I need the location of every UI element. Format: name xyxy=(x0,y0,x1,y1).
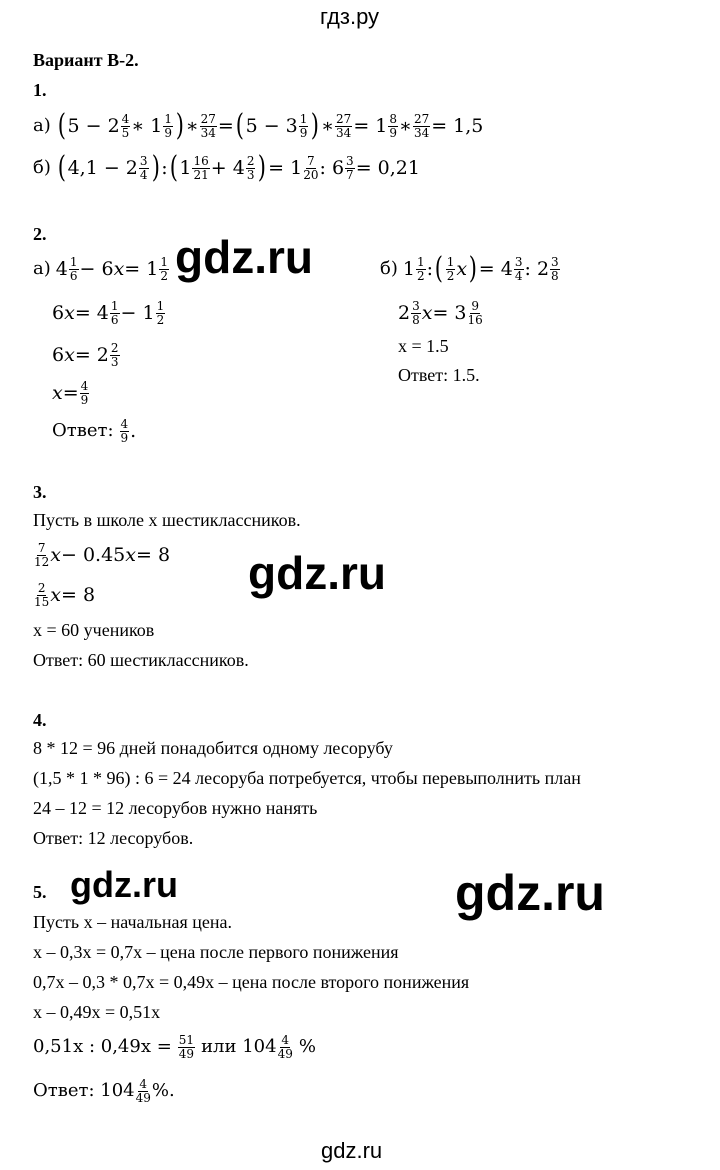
task2b-line1: б) 1 $\frac{1}{2}$ : ( $\frac{1}{2}$ x ) = 4 $\frac{3}{4}$ : 2 $\frac{3}{8}$ xyxy=(380,251,559,286)
task-number: 4. xyxy=(33,710,47,730)
site-footer: gdz.ru xyxy=(321,1138,383,1163)
text: 0,51х : 0,49х = xyxy=(33,1036,172,1057)
task3-line2: $\frac{7}{12}$ x − 0.45 x = 8 xyxy=(34,540,171,569)
task3-line5: Ответ: 60 шестиклассников. xyxy=(33,650,249,670)
label-b: б) xyxy=(33,157,51,178)
task-number: 1. xyxy=(33,80,47,100)
task2a-line4: x = $\frac{4}{9}$ xyxy=(52,378,89,407)
task-number: 3. xyxy=(33,482,47,502)
watermark: gdz.ru xyxy=(455,865,605,921)
task4-line2: (1,5 * 1 * 96) : 6 = 24 лесоруба потребуется, чтобы перевыполнить план xyxy=(33,768,581,788)
watermark: gdz.ru xyxy=(70,864,178,905)
text: % xyxy=(298,1036,316,1057)
label-a: а) xyxy=(33,115,51,136)
task5-answer: Ответ: 104 $\frac{4}{49}$ %. xyxy=(33,1076,175,1105)
text: Ответ: 104 xyxy=(33,1080,135,1101)
task5-line2: х – 0,3х = 0,7х – цена после первого понижения xyxy=(33,942,399,962)
site-header: гдз.ру xyxy=(320,4,380,29)
label-b: б) xyxy=(380,258,398,279)
task2a-line2: 6 x = 4 $\frac{1}{6}$ − 1 $\frac{1}{2}$ xyxy=(52,298,165,327)
task3-line3: $\frac{2}{15}$ x = 8 xyxy=(34,580,96,609)
task2a-answer: Ответ: $\frac{4}{9}$ . xyxy=(52,416,137,445)
text: или 104 xyxy=(201,1036,277,1057)
watermark: gdz.ru xyxy=(175,231,313,283)
task2a-line3: 6 x = 2 $\frac{2}{3}$ xyxy=(52,340,119,369)
task-number: 2. xyxy=(33,224,47,244)
task1-line-a: а) ( 5 − 2 $\frac{4}{5}$ ∗ 1 $\frac{1}{9}$ ) ∗ $\frac{27}{34}$ = ( 5 − 3 $\frac{1}{9}$ ) ∗ $\frac{27}{34}$ = 1 $\frac{8}{9}$ ∗ $\frac{27}{34}$ = 1,5 xyxy=(33,108,484,143)
text: %. xyxy=(151,1080,175,1101)
task2b-x: x = 1.5 xyxy=(398,336,449,356)
task2b-answer: Ответ: 1.5. xyxy=(398,365,480,385)
page-title: Вариант В-2. xyxy=(33,50,139,70)
task4-line3: 24 – 12 = 12 лесорубов нужно нанять xyxy=(33,798,318,818)
label-a: а) xyxy=(33,258,51,279)
task-number: 5. xyxy=(33,882,47,902)
task1-line-b: б) ( 4,1 − 2 $\frac{3}{4}$ ) : ( 1 $\frac{16}{21}$ + 4 $\frac{2}{3}$ ) = 1 $\frac{7}{20}$ : 6 $\frac{3}{7}$ = 0,21 xyxy=(33,150,420,185)
task5-line3: 0,7х – 0,3 * 0,7х = 0,49х – цена после второго понижения xyxy=(33,972,470,992)
answer-label: Ответ: xyxy=(52,420,114,441)
watermark: gdz.ru xyxy=(248,547,386,599)
task2a-line1: а) 4 $\frac{1}{6}$ − 6 x = 1 $\frac{1}{2}$ xyxy=(33,254,168,283)
task5-line5: 0,51х : 0,49х = $\frac{51}{49}$ или 104 $\frac{4}{49}$ % xyxy=(33,1032,316,1061)
task2b-line2: 2 $\frac{3}{8}$ x = 3 $\frac{9}{16}$ xyxy=(398,298,483,327)
task5-line1: Пусть х – начальная цена. xyxy=(33,912,233,932)
task3-line4: х = 60 учеников xyxy=(33,620,155,640)
task3-line1: Пусть в школе х шестиклассников. xyxy=(33,510,301,530)
task5-line4: х – 0,49х = 0,51х xyxy=(33,1002,161,1022)
task4-line1: 8 * 12 = 96 дней понадобится одному лесорубу xyxy=(33,738,393,758)
task4-line4: Ответ: 12 лесорубов. xyxy=(33,828,194,848)
